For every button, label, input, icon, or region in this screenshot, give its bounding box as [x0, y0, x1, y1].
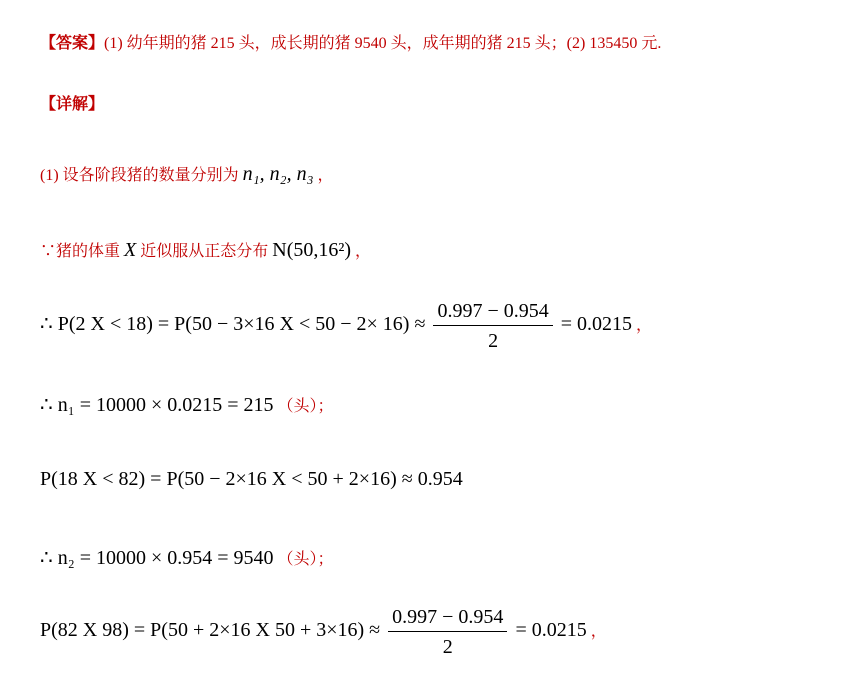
- step3-denominator: 2: [488, 330, 499, 352]
- step2-text2: 近似服从正态分布: [140, 243, 269, 260]
- answer-label: 【答案】: [40, 35, 105, 52]
- step3-fraction: [433, 300, 552, 353]
- step2-text1: 猪的体重: [56, 243, 121, 260]
- step2-end: ，: [355, 243, 372, 260]
- answer-text: (1) 幼年期的猪 215 头，成长期的猪 9540 头，成年期的猪 215 头；(2) 135450 元.: [104, 35, 662, 52]
- step3-line: [40, 300, 652, 353]
- step6-unit: （头）；: [277, 551, 334, 568]
- step4-line: [40, 392, 334, 417]
- step2-var: X: [124, 239, 137, 261]
- detail-label: 【详解】: [40, 96, 105, 113]
- step3-numerator: 0.997 − 0.954: [433, 300, 552, 326]
- step7-fraction: [388, 606, 507, 659]
- step7-end: ，: [590, 623, 607, 641]
- answer-line: [40, 30, 661, 53]
- step5-math: P(18 X < 82) = P(50 − 2×16 X < 50 + 2×16) ≈ 0.954: [40, 468, 463, 490]
- step1-text: (1) 设各阶段猪的数量分别为: [40, 167, 239, 184]
- step3-end: ，: [636, 317, 653, 335]
- step3-left: ∴ P(2 X < 18) = P(50 − 3×16 X < 50 − 2× 16) ≈: [40, 313, 426, 336]
- step7-denominator: 2: [442, 636, 453, 658]
- step2-dist: N(50,16²): [272, 239, 352, 261]
- step1-end: ，: [317, 167, 334, 184]
- because-symbol: ∵: [40, 243, 57, 260]
- step5-line: [40, 468, 463, 491]
- step1-vars: n₁, n₂, n₃: [242, 163, 314, 185]
- step2-line: [40, 238, 371, 262]
- step6-math: ∴ n₂ = 10000 × 0.954 = 9540: [40, 547, 274, 569]
- step7-numerator: 0.997 − 0.954: [388, 606, 507, 632]
- step7-left: P(82 X 98) = P(50 + 2×16 X 50 + 3×16) ≈: [40, 619, 381, 642]
- step6-line: [40, 545, 334, 570]
- step7-right: = 0.0215: [515, 619, 587, 642]
- step4-unit: （头）；: [277, 398, 334, 415]
- step4-math: ∴ n₁ = 10000 × 0.0215 = 215: [40, 394, 274, 416]
- step3-right: = 0.0215: [560, 313, 632, 336]
- step1-line: [40, 162, 334, 186]
- step7-line: [40, 606, 607, 659]
